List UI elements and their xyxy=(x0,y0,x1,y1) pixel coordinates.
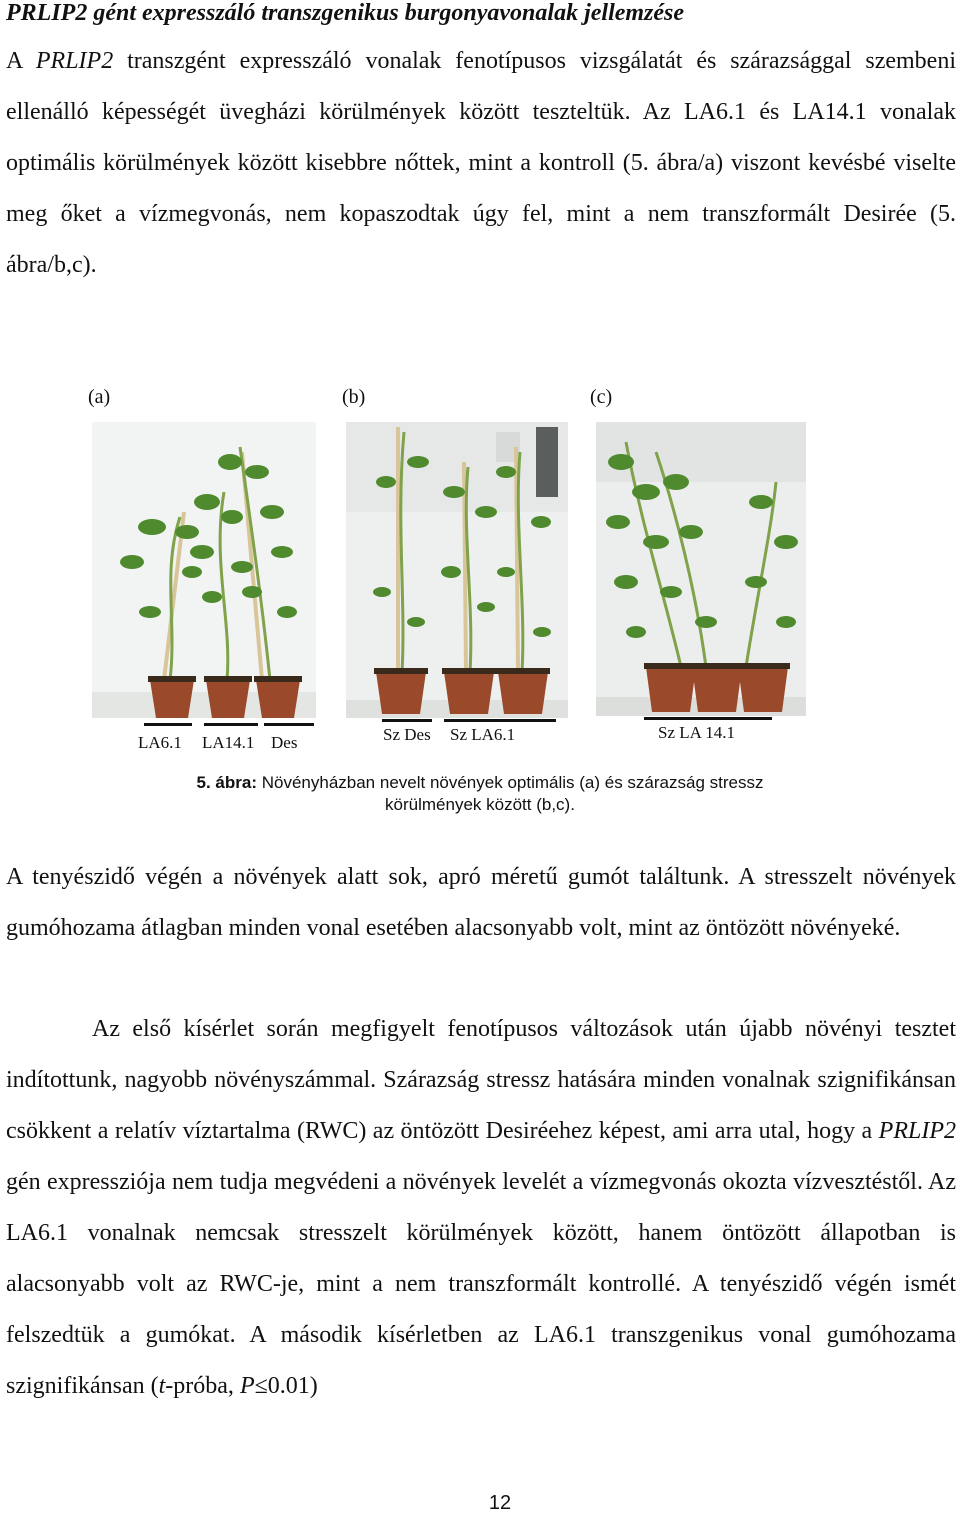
panel-label-a: (a) xyxy=(88,386,111,408)
panel-label-c: (c) xyxy=(590,386,613,408)
paragraph-rwc-part1: Az első kísérlet során megfigyelt fenotípusos változások után újabb növényi tesztet indítottunk, nagyobb növényszámmal. Szárazság stressz hatására minden vonalnak szignifikánsan csökkent a relatív víztartalma (RWC) az öntözött Desiréehez képest, ami arra utal, hogy a xyxy=(6,1016,956,1144)
plant-photo-a xyxy=(92,422,316,718)
paragraph-intro-rest: transzgént expresszáló vonalak fenotípusos vizsgálatát és szárazsággal szembeni ellenálló képességét üvegházi körülmények között teszteltük. Az LA6.1 és LA14.1 vonalak optimális körülmények között kisebbre nőttek, mint a kontroll (5. ábra/a) viszont kevésbé viselte meg őket a vízmegvonás, nem kopaszodtak úgy fel, mint a nem transzformált Desirée (5. ábra/b,c). xyxy=(6,48,956,278)
pot-label-la61: LA6.1 xyxy=(138,733,182,752)
pot-underline xyxy=(204,723,258,726)
p-symbol: P xyxy=(239,1373,255,1399)
pot-label-sz-la61: Sz LA6.1 xyxy=(450,725,516,744)
plant-photo-b xyxy=(346,422,568,718)
pot-underline xyxy=(644,717,772,720)
paragraph-rwc xyxy=(6,1004,956,1412)
panel-label-b: (b) xyxy=(342,386,366,408)
pot-label-des: Des xyxy=(271,733,298,752)
pot-label-la141: LA14.1 xyxy=(202,733,255,752)
page-number: 12 xyxy=(488,1492,512,1514)
pot-underline xyxy=(444,719,556,722)
gene-name: PRLIP2 xyxy=(878,1118,956,1144)
figure-5 xyxy=(80,385,820,765)
figure-caption xyxy=(150,772,810,816)
paragraph-rwc-part3: -próba, xyxy=(165,1373,240,1399)
paragraph-rwc-part2: gén expressziója nem tudja megvédeni a növények levelét a vízmegvonás okozta vízvesztéstől. Az LA6.1 vonalnak nemcsak stresszelt körülmények között, hanem öntözött állapotban is alacsonyabb volt az RWC-je, mint a nem transzformált kontrollé. A tenyészidő végén ismét felszedtük a gumókat. A második kísérletben az LA6.1 transzgenikus vonal gumóhozama szignifikánsan ( xyxy=(6,1169,956,1399)
paragraph-rwc-part4: ≤0.01) xyxy=(254,1373,318,1399)
paragraph-tubers: A tenyészidő végén a növények alatt sok, apró méretű gumót találtunk. A stresszelt növények gumóhozama átlagban minden vonal esetében alacsonyabb volt, mint az öntözött növényeké. xyxy=(6,864,956,941)
paragraph-intro-start: A xyxy=(6,48,36,74)
pot-underline xyxy=(382,719,432,722)
pot-underline xyxy=(144,723,192,726)
section-heading: PRLIP2 gént expresszáló transzgenikus burgonyavonalak jellemzése xyxy=(6,0,685,26)
gene-name: PRLIP2 xyxy=(35,48,114,74)
pot-underline xyxy=(264,723,314,726)
pot-label-sz-la141: Sz LA 14.1 xyxy=(658,723,735,742)
pot-label-sz-des: Sz Des xyxy=(383,725,431,744)
paragraph-intro xyxy=(6,36,956,291)
t-symbol: t xyxy=(158,1373,166,1399)
caption-text: Növényházban nevelt növények optimális (a) és szárazság stressz körülmények között (b,c). xyxy=(257,773,764,814)
caption-prefix: 5. ábra: xyxy=(196,773,257,792)
plant-photo-c xyxy=(596,422,806,716)
